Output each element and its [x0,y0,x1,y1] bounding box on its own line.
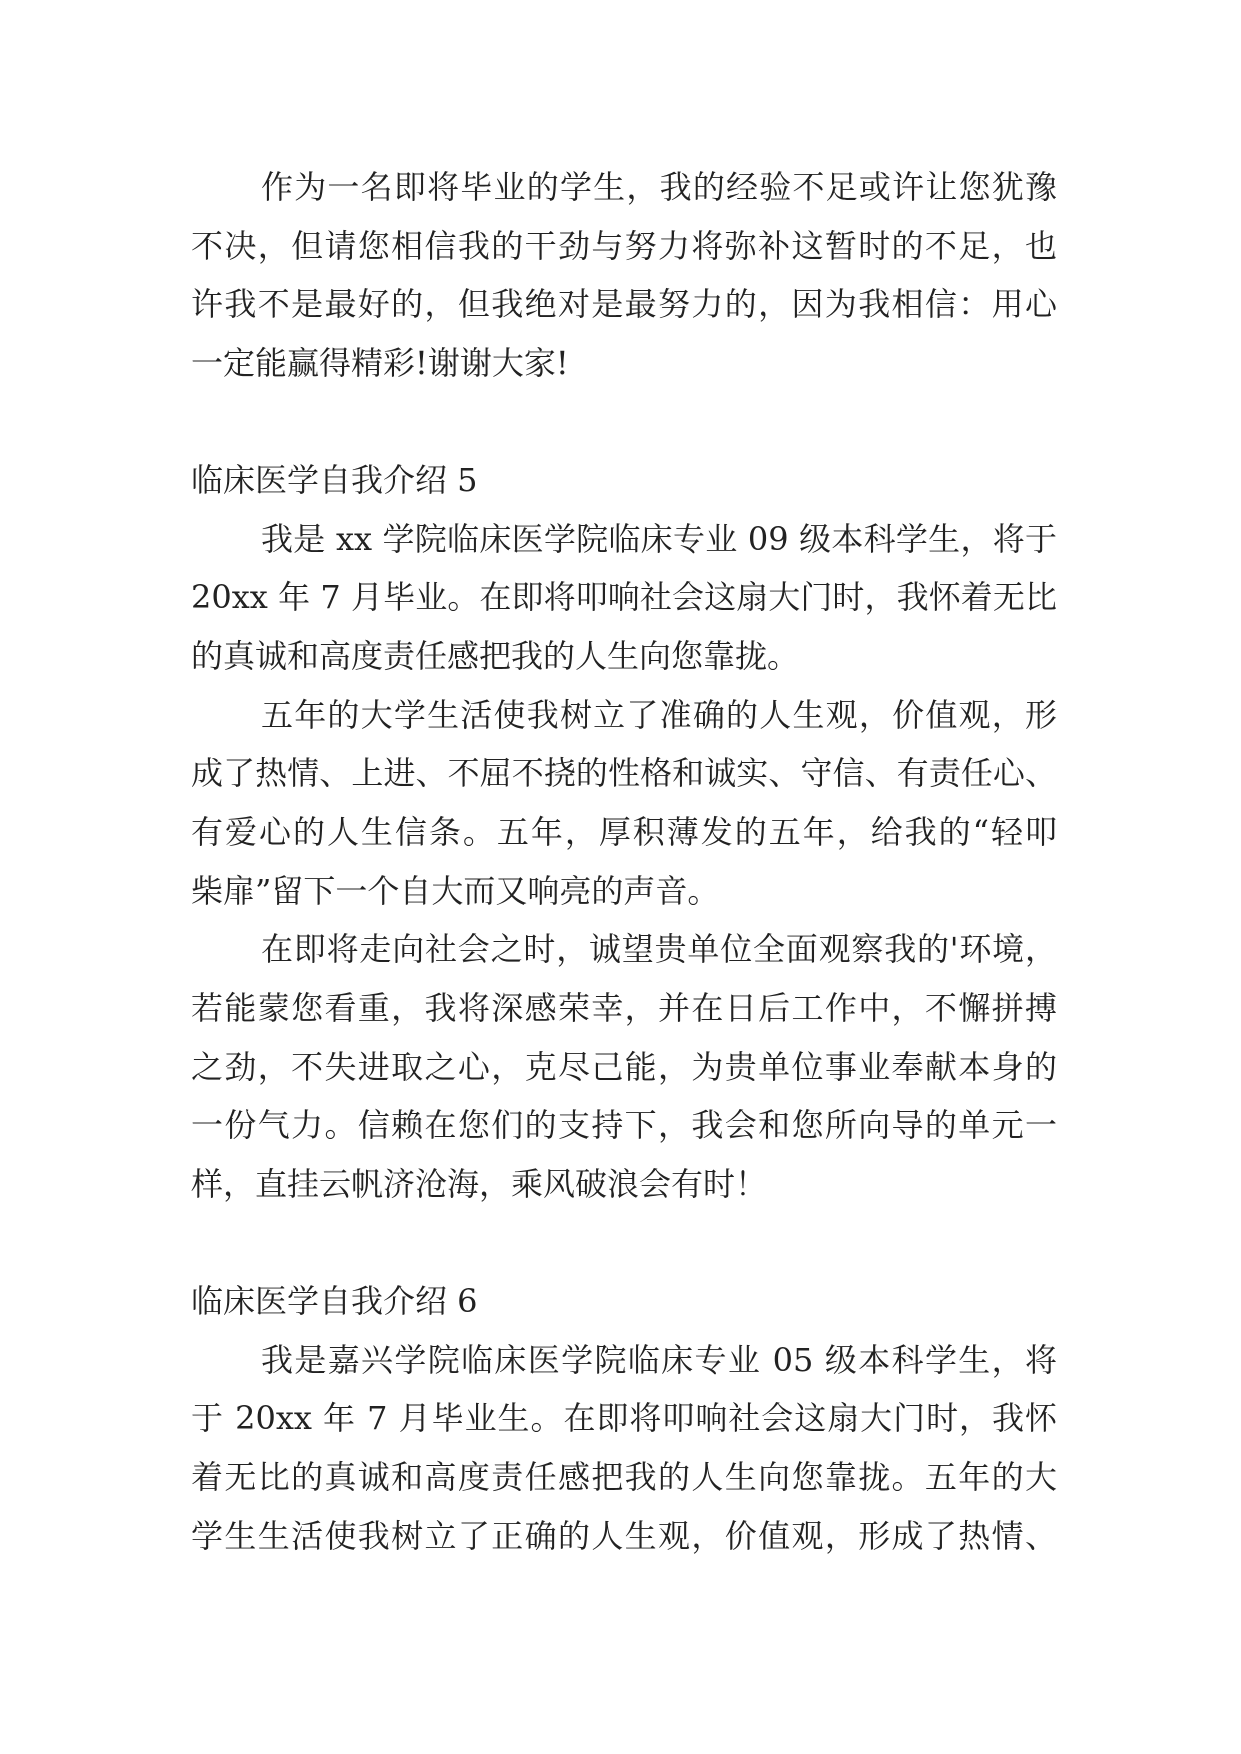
text-line: 之劲，不失进取之心，克尽己能，为贵单位事业奉献本身的 [191,1047,1057,1086]
text-line: 一定能赢得精彩!谢谢大家! [191,343,569,382]
text-line: 学生生活使我树立了正确的人生观，价值观，形成了热情、 [191,1516,1057,1555]
text-line: 若能蒙您看重，我将深感荣幸，并在日后工作中，不懈拼搏 [191,988,1057,1027]
section [191,451,1057,1213]
text-line: 五年的大学生活使我树立了准确的人生观，价值观，形 [261,695,1057,734]
text-line: 我是 xx 学院临床医学院临床专业 09 级本科学生，将于 [261,519,1057,558]
text-line: 一份气力。信赖在您们的支持下，我会和您所向导的单元一 [191,1106,1057,1145]
text-line: 20xx 年 7 月毕业。在即将叩响社会这扇大门时，我怀着无比 [191,578,1057,617]
paragraph [191,1331,1057,1566]
text-line: 样，直挂云帆济沧海，乘风破浪会有时！ [191,1164,768,1203]
section-heading: 临床医学自我介绍 6 [191,1282,478,1321]
text-line: 不决，但请您相信我的干劲与努力将弥补这暂时的不足，也 [191,226,1057,265]
text-line: 有爱心的人生信条。五年，厚积薄发的五年，给我的“轻叩 [191,813,1057,852]
text-line: 作为一名即将毕业的学生，我的经验不足或许让您犹豫 [261,168,1057,206]
paragraph [191,510,1057,686]
paragraph [191,686,1057,921]
text-line: 在即将走向社会之时，诚望贵单位全面观察我的'环境， [261,930,1057,969]
paragraph [191,920,1057,1213]
section-heading: 临床医学自我介绍 5 [191,461,478,500]
text-line: 成了热情、上进、不屈不挠的性格和诚实、守信、有责任心、 [191,754,1057,793]
document-body [191,158,1057,1565]
text-line: 的真诚和高度责任感把我的人生向您靠拢。 [191,637,800,676]
text-line: 着无比的真诚和高度责任感把我的人生向您靠拢。五年的大 [191,1458,1057,1497]
paragraph [191,158,1057,393]
text-line: 我是嘉兴学院临床医学院临床专业 05 级本科学生，将 [261,1340,1057,1379]
text-line: 于 20xx 年 7 月毕业生。在即将叩响社会这扇大门时，我怀 [191,1399,1057,1438]
text-line: 柴扉”留下一个自大而又响亮的声音。 [191,871,720,910]
text-line: 许我不是最好的，但我绝对是最努力的，因为我相信：用心 [191,285,1057,324]
section [191,1272,1057,1565]
